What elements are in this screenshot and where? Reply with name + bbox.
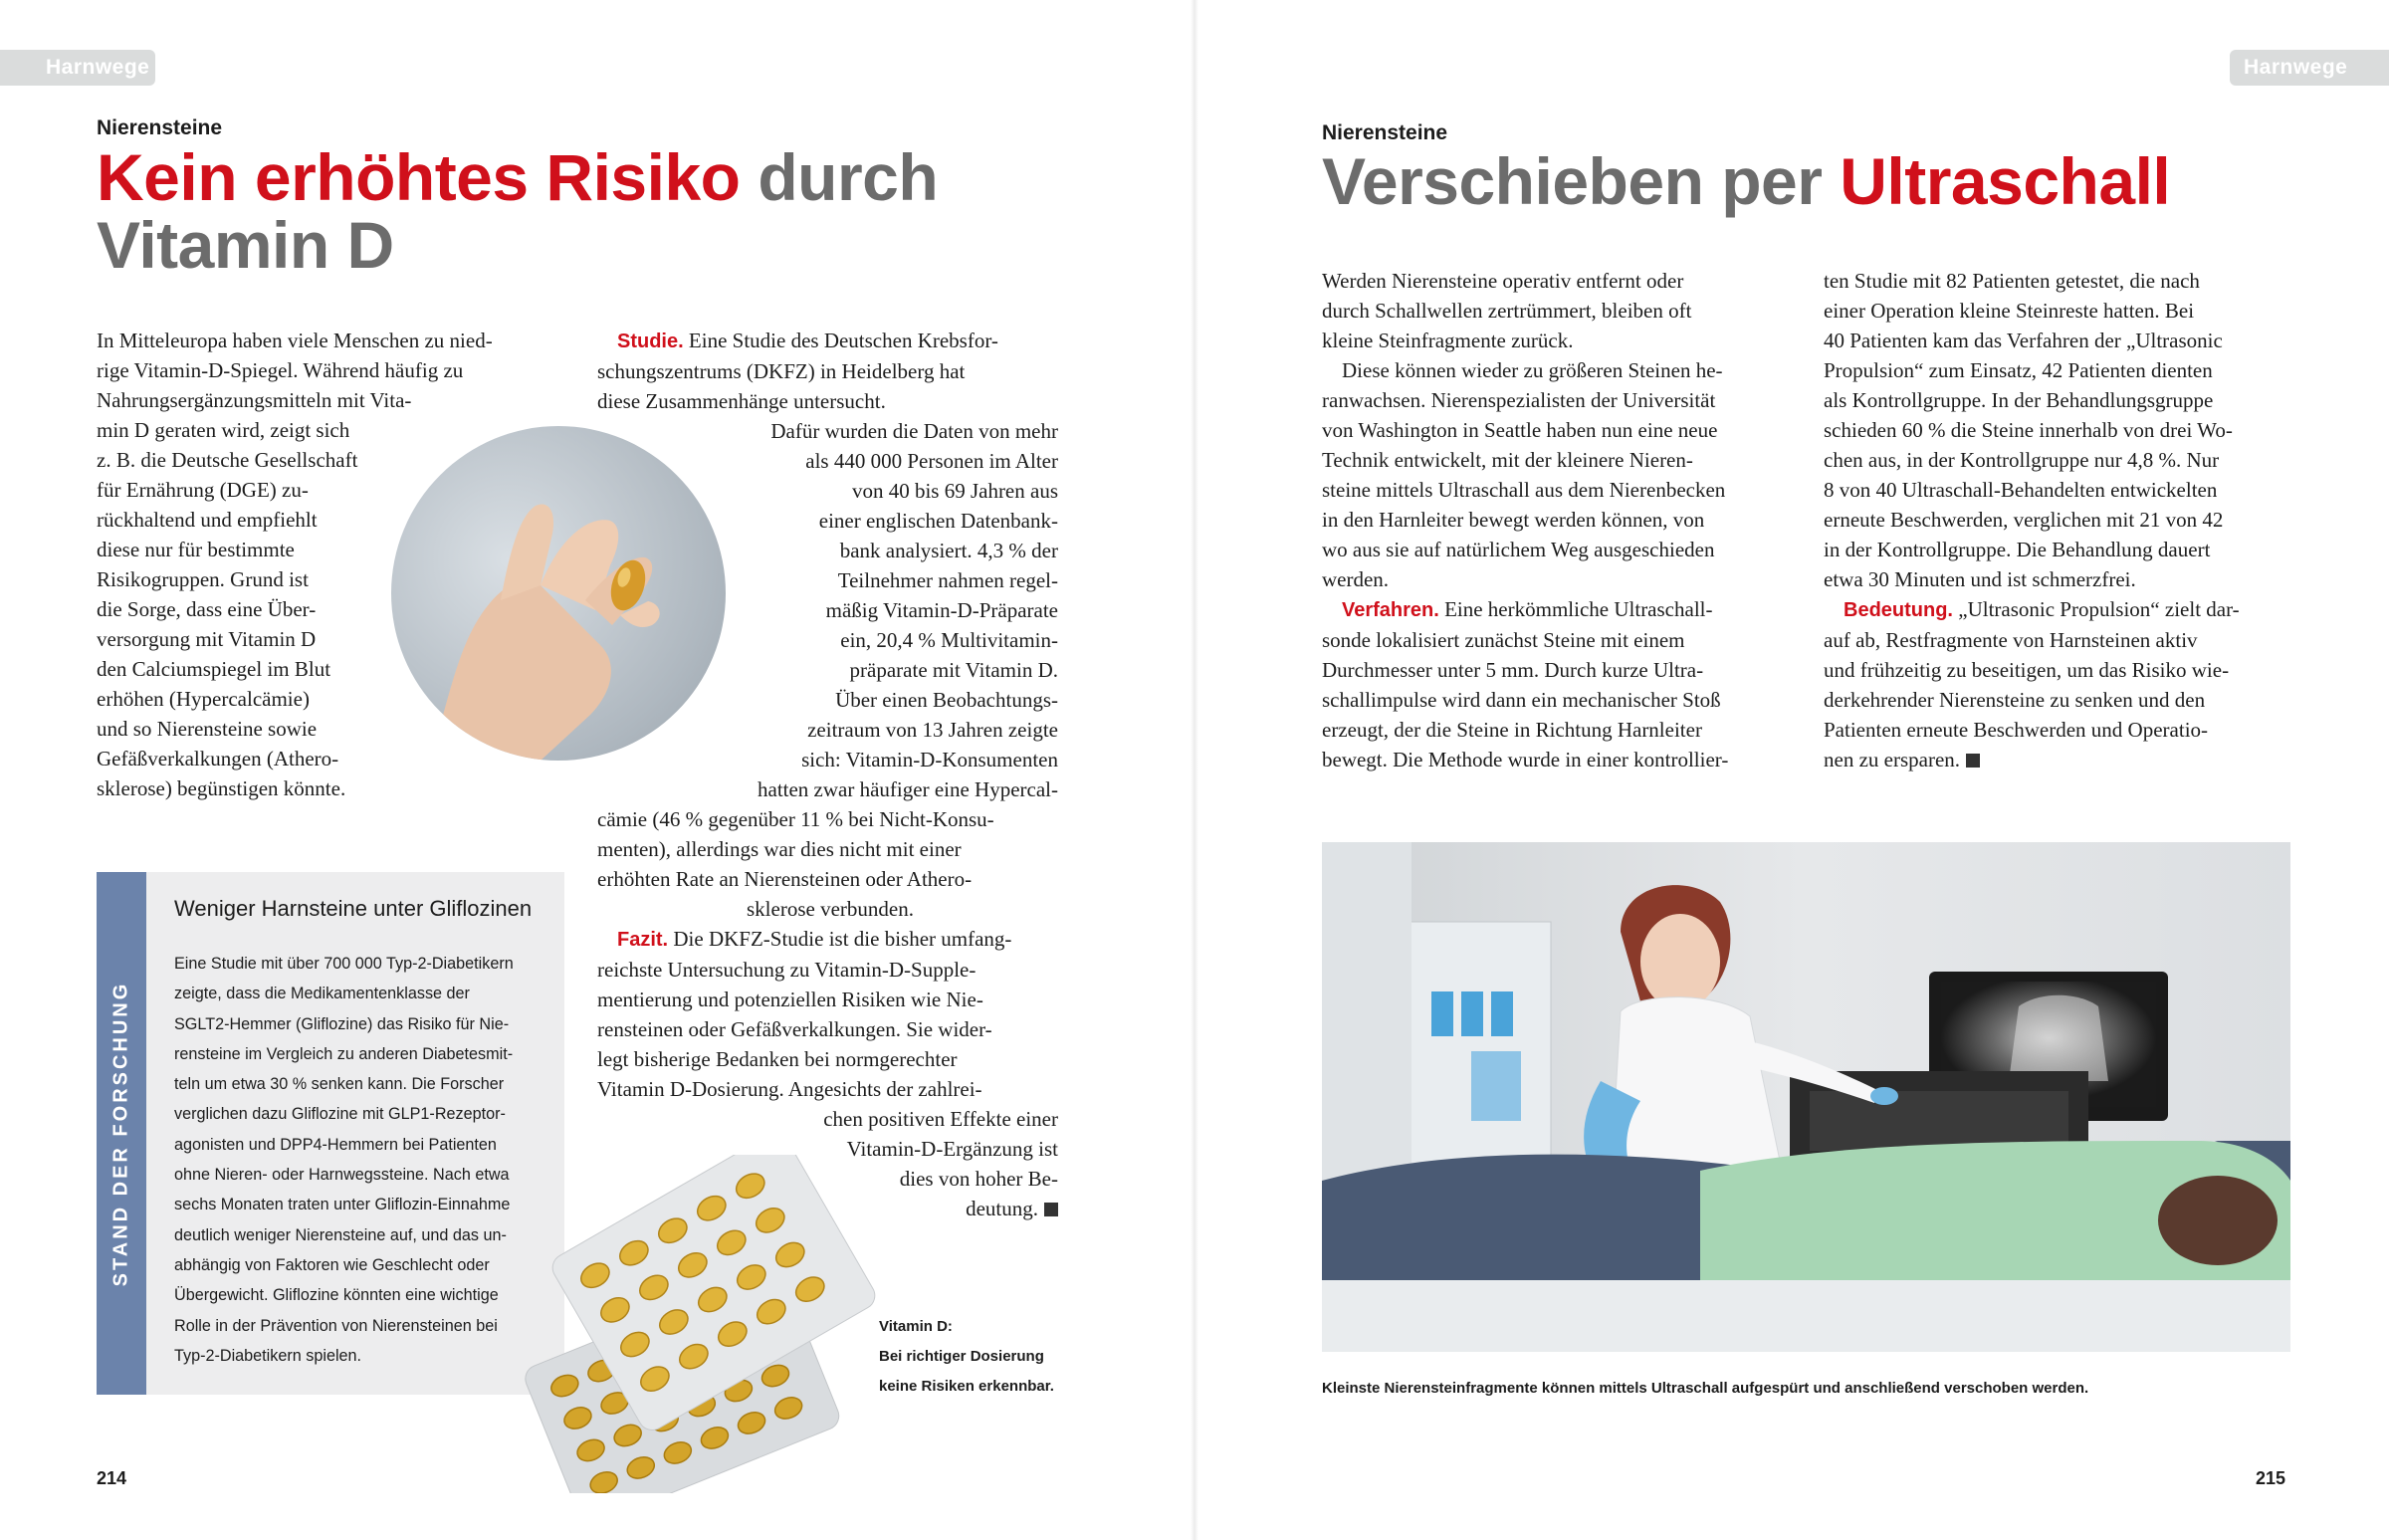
ultrasound-exam-photo [1322, 842, 2290, 1352]
page-number-left: 214 [97, 1468, 127, 1488]
text-line: Diese können wieder zu größeren Steinen he- [1342, 358, 1723, 382]
text-line: Vitamin-D-Ergänzung ist [846, 1137, 1058, 1161]
text-line: ten Studie mit 82 Patienten getestet, die nach [1824, 269, 2200, 293]
text-line: werden. [1322, 567, 1390, 591]
text-line: schungszentrums (DKFZ) in Heidelberg hat [597, 359, 966, 383]
research-box-label: STAND DER FORSCHUNG [109, 981, 132, 1286]
text-line: erhöhten Rate an Nierensteinen oder Athero- [597, 867, 973, 891]
text-line: erzeugt, der die Steine in Richtung Harnleiter [1322, 718, 1702, 742]
text-line: etwa 30 Minuten und ist schmerzfrei. [1824, 567, 2136, 591]
right-col2 [1824, 266, 2289, 774]
text-line: diese Zusammenhänge untersucht. [597, 389, 886, 413]
text-line: menten), allerdings war dies nicht mit einer [597, 837, 962, 861]
text-line: bank analysiert. 4,3 % der [839, 539, 1058, 562]
vitamin-blister-packs-photo [498, 1155, 896, 1493]
ultrasound-caption: Kleinste Nierensteinfragmente können mittels Ultraschall aufgespürt und anschließend verschoben werden. [1322, 1380, 2089, 1397]
text-line: Dafür wurden die Daten von mehr [770, 419, 1058, 443]
text-line: als Kontrollgruppe. In der Behandlungsgruppe [1824, 388, 2214, 412]
text-line: sonde lokalisiert zunächst Steine mit einem [1322, 628, 1685, 652]
text-line: Eine Studie des Deutschen Krebsfor- [688, 329, 998, 352]
running-head-left: Harnwege [0, 50, 155, 86]
text-line: einer Operation kleine Steinreste hatten. Bei [1824, 299, 2195, 323]
text-line: wo aus sie auf natürlichem Weg ausgeschieden [1322, 538, 1715, 561]
text-line: ein, 20,4 % Multivitamin- [840, 628, 1058, 652]
text-line: erneute Beschwerden, verglichen mit 21 von 42 [1824, 508, 2224, 532]
text-line: hatten zwar häufiger eine Hypercal- [758, 777, 1058, 801]
text-line: in der Kontrollgruppe. Die Behandlung dauert [1824, 538, 2211, 561]
text-line: agonisten und DPP4-Hemmern bei Patienten [174, 1135, 497, 1154]
text-line: den Calciumspiegel im Blut [97, 657, 331, 681]
text-line: deutung. [966, 1197, 1038, 1220]
fazit-paragraph-start [617, 924, 1058, 955]
text-line: 8 von 40 Ultraschall-Behandelten entwickelten [1824, 478, 2218, 502]
text-line: von Washington in Seattle haben nun eine neue [1322, 418, 1718, 442]
text-line: auf ab, Restfragmente von Harnsteinen aktiv [1824, 628, 2198, 652]
text-line: Übergewicht. Gliflozine könnten eine wichtige [174, 1286, 499, 1305]
text-line: sklerose) begünstigen könnte. [97, 776, 346, 800]
right-headline [1322, 144, 2317, 218]
running-head-right: Harnwege [2230, 50, 2389, 86]
text-line: Teilnehmer nahmen regel- [837, 568, 1058, 592]
text-line: bewegt. Die Methode wurde in einer kontrollier- [1322, 748, 1729, 771]
caption-line: keine Risiken erkennbar. [879, 1378, 1054, 1395]
end-mark-icon [1966, 754, 1980, 768]
text-line: Gefäßverkalkungen (Athero- [97, 747, 339, 770]
text-line: verglichen dazu Gliflozine mit GLP1-Rezeptor- [174, 1105, 506, 1124]
text-line: Patienten erneute Beschwerden und Operatio- [1824, 718, 2209, 742]
vitamin-caption [879, 1312, 1078, 1402]
text-line: rige Vitamin-D-Spiegel. Während häufig zu [97, 358, 464, 382]
left-headline-gray-2: Vitamin D [97, 208, 394, 282]
text-line: Die DKFZ-Studie ist die bisher umfang- [673, 927, 1012, 951]
end-mark-icon [1044, 1203, 1058, 1216]
left-headline-gray-1: durch [758, 140, 939, 214]
text-line: Über einen Beobachtungs- [835, 688, 1058, 712]
text-line: präparate mit Vitamin D. [849, 658, 1058, 682]
text-line: versorgung mit Vitamin D [97, 627, 317, 651]
text-line: zeigte, dass die Medikamentenklasse der [174, 985, 470, 1003]
text-line: Risikogruppen. Grund ist [97, 567, 309, 591]
text-line: In Mitteleuropa haben viele Menschen zu nied- [97, 329, 493, 352]
text-line: dies von hoher Be- [899, 1167, 1058, 1191]
text-line: Vitamin D-Dosierung. Angesichts der zahlrei- [597, 1077, 982, 1101]
text-line: sklerose verbunden. [747, 897, 914, 921]
text-line: mentierung und potenziellen Risiken wie Nie- [597, 988, 983, 1011]
text-line: z. B. die Deutsche Gesellschaft [97, 448, 358, 472]
text-line: sich: Vitamin-D-Konsumenten [801, 748, 1058, 771]
text-line: chen positiven Effekte einer [823, 1107, 1058, 1131]
text-line: und frühzeitig zu beseitigen, um das Risiko wie- [1824, 658, 2230, 682]
text-line: Typ-2-Diabetikern spielen. [174, 1346, 362, 1365]
text-line: Durchmesser unter 5 mm. Durch kurze Ultra- [1322, 658, 1704, 682]
text-line: teln um etwa 30 % senken kann. Die Forscher [174, 1075, 505, 1094]
text-line: nen zu ersparen. [1824, 748, 1961, 771]
text-line: schieden 60 % die Steine innerhalb von drei Wo- [1824, 418, 2233, 442]
text-line: durch Schallwellen zertrümmert, bleiben oft [1322, 299, 1692, 323]
text-line: 40 Patienten kam das Verfahren der „Ultrasonic [1824, 329, 2223, 352]
text-line: min D geraten wird, zeigt sich [97, 418, 350, 442]
study-paragraph-start [617, 326, 1058, 356]
text-line: Propulsion“ zum Einsatz, 42 Patienten dienten [1824, 358, 2213, 382]
research-box-title: Weniger Harnsteine unter Gliflozinen [174, 896, 533, 921]
study-label: Studie. [617, 330, 684, 352]
research-box-text [174, 949, 536, 1371]
text-line: kleine Steinfragmente zurück. [1322, 329, 1574, 352]
right-kicker: Nierensteine [1322, 121, 1448, 144]
text-line: cämie (46 % gegenüber 11 % bei Nicht-Konsu- [597, 807, 994, 831]
verfahren-label: Verfahren. [1342, 599, 1439, 621]
text-line: Eine herkömmliche Ultraschall- [1444, 597, 1713, 621]
text-line: zeitraum von 13 Jahren zeigte [807, 718, 1058, 742]
left-kicker: Nierensteine [97, 116, 223, 139]
text-line: sechs Monaten traten unter Gliflozin-Einnahme [174, 1196, 511, 1214]
text-line: steine mittels Ultraschall aus dem Nierenbecken [1322, 478, 1726, 502]
caption-line: Vitamin D: [879, 1318, 953, 1335]
caption-line: Bei richtiger Dosierung [879, 1348, 1044, 1365]
right-col1 [1322, 266, 1786, 774]
text-line: Rolle in der Prävention von Nierensteinen bei [174, 1316, 498, 1335]
text-line: derkehrender Nierensteine zu senken und den [1824, 688, 2206, 712]
verfahren-paragraph-start [1322, 594, 1786, 625]
text-line: Technik entwickelt, mit der kleinere Nieren- [1322, 448, 1693, 472]
text-line: in den Harnleiter bewegt werden können, von [1322, 508, 1705, 532]
text-line: mäßig Vitamin-D-Präparate [825, 598, 1058, 622]
right-headline-gray: Verschieben per [1322, 144, 1823, 218]
page-number-right: 215 [2256, 1468, 2286, 1488]
text-line: schallimpulse wird dann ein mechanischer Stoß [1322, 688, 1721, 712]
text-line: deutlich weniger Nierensteine auf, und das un- [174, 1225, 507, 1244]
text-line: rückhaltend und empfiehlt [97, 508, 318, 532]
text-line: und so Nierensteine sowie [97, 717, 318, 741]
fazit-label: Fazit. [617, 929, 669, 951]
text-line: rensteine im Vergleich zu anderen Diabetesmit- [174, 1044, 514, 1063]
text-line: Eine Studie mit über 700 000 Typ-2-Diabetikern [174, 955, 514, 973]
left-headline-red: Kein erhöhtes Risiko [97, 140, 741, 214]
right-headline-red: Ultraschall [1840, 144, 2171, 218]
text-line: ohne Nieren- oder Harnwegssteine. Nach etwa [174, 1166, 510, 1185]
bedeutung-paragraph-start [1824, 594, 2289, 625]
bedeutung-label: Bedeutung. [1844, 599, 1953, 621]
text-line: legt bisherige Bedanken bei normgerechter [597, 1047, 958, 1071]
text-line: für Ernährung (DGE) zu- [97, 478, 309, 502]
text-line: „Ultrasonic Propulsion“ zielt dar- [1958, 597, 2240, 621]
text-line: die Sorge, dass eine Über- [97, 597, 317, 621]
text-line: SGLT2-Hemmer (Gliflozine) das Risiko für Nie- [174, 1014, 510, 1033]
text-line: abhängig von Faktoren wie Geschlecht oder [174, 1255, 490, 1274]
text-line: diese nur für bestimmte [97, 538, 295, 561]
text-line: einer englischen Datenbank- [818, 509, 1058, 533]
text-line: ranwachsen. Nierenspezialisten der Universität [1322, 388, 1716, 412]
text-line: Nahrungsergänzungsmitteln mit Vita- [97, 388, 412, 412]
left-headline [97, 140, 992, 282]
text-line-end [1824, 745, 2289, 774]
page-gutter [1191, 0, 1198, 1540]
left-col2 [597, 326, 1058, 1223]
text-line: von 40 bis 69 Jahren aus [851, 479, 1058, 503]
text-line: rensteinen oder Gefäßverkalkungen. Sie wider- [597, 1017, 992, 1041]
text-line: als 440 000 Personen im Alter [805, 449, 1058, 473]
text-line: reichste Untersuchung zu Vitamin-D-Supple- [597, 958, 977, 982]
text-line: chen aus, in der Kontrollgruppe nur 4,8 %. Nur [1824, 448, 2220, 472]
text-line: erhöhen (Hypercalcämie) [97, 687, 310, 711]
text-line: Werden Nierensteine operativ entfernt oder [1322, 269, 1684, 293]
